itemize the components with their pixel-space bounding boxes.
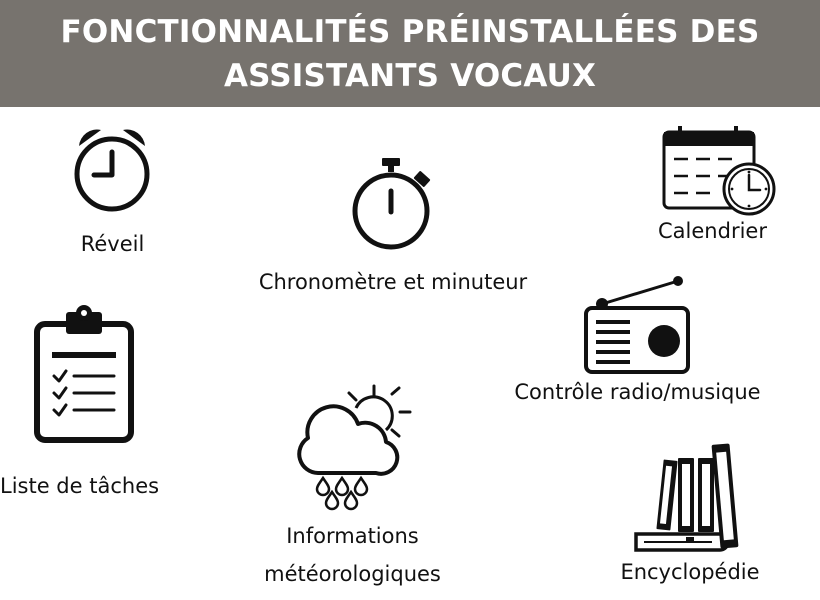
title-line-1: FONCTIONNALITÉS PRÉINSTALLÉES DES	[60, 13, 760, 50]
feature-label-radio: Contrôle radio/musique	[514, 380, 761, 404]
feature-label-calendrier: Calendrier	[658, 219, 767, 243]
feature-label-liste-taches: Liste de tâches	[0, 474, 160, 498]
title-banner	[0, 0, 820, 107]
weather-rain-sun-icon	[290, 380, 414, 508]
title-line-2: ASSISTANTS VOCAUX	[223, 57, 597, 94]
radio-icon	[584, 274, 690, 374]
feature-label-encyclopedie: Encyclopédie	[620, 560, 760, 584]
feature-label-reveil: Réveil	[80, 232, 145, 256]
feature-label-meteo-line-1: Informations	[286, 524, 419, 548]
calendar-clock-icon	[660, 126, 776, 216]
clipboard-checklist-icon	[34, 304, 134, 444]
feature-label-meteo-line-2: météorologiques	[264, 562, 441, 586]
alarm-clock-icon	[70, 122, 154, 214]
feature-label-chronometre: Chronomètre et minuteur	[258, 270, 528, 294]
books-icon	[632, 440, 750, 552]
stopwatch-icon	[348, 158, 438, 252]
